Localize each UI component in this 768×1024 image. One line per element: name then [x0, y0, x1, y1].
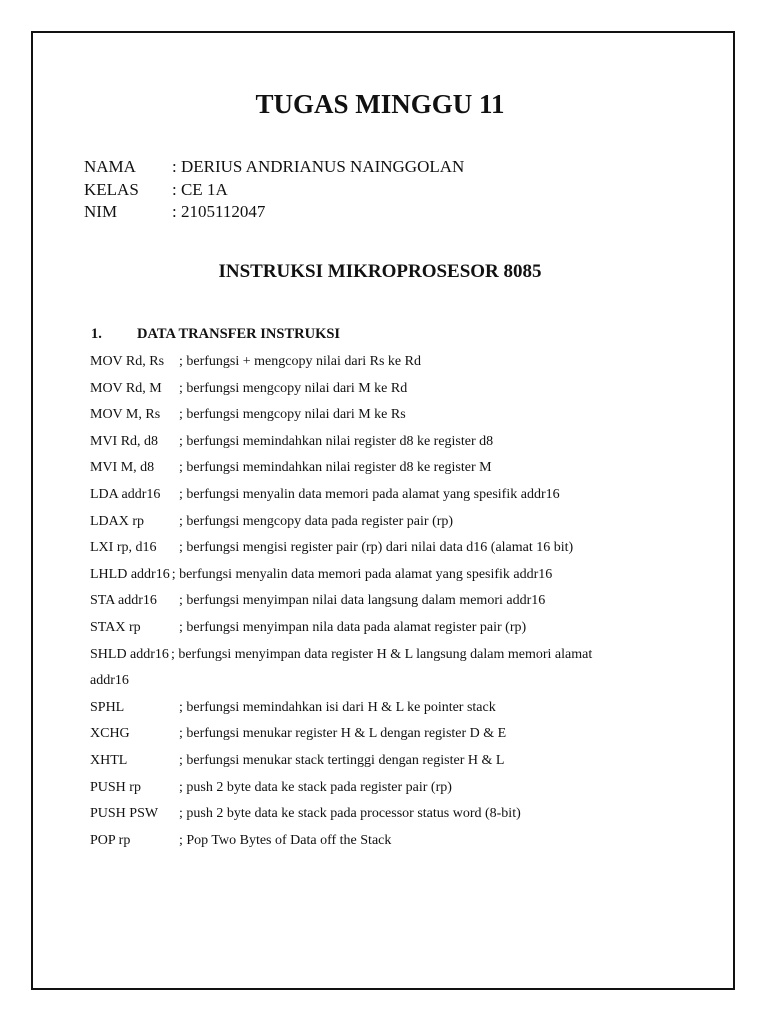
subsection-label: DATA TRANSFER INSTRUKSI [137, 326, 341, 342]
instruction-code: MOV Rd, M [90, 380, 162, 396]
instruction-row [90, 801, 710, 828]
info-value: : DERIUS ANDRIANUS NAINGGOLAN [172, 157, 465, 176]
instruction-code: SPHL [90, 699, 125, 715]
instruction-row [90, 721, 710, 748]
instruction-desc: ; berfungsi mengcopy nilai dari M ke Rs [179, 407, 406, 423]
subsection-heading [91, 324, 340, 344]
instruction-row [90, 828, 710, 855]
info-label: NIM [84, 202, 118, 221]
instruction-row [90, 615, 710, 642]
instruction-desc: ; push 2 byte data ke stack pada processor status word (8-bit) [179, 806, 521, 822]
instruction-row [90, 562, 710, 589]
instruction-code: POP rp [90, 832, 131, 848]
section-title: INSTRUKSI MIKROPROSESOR 8085 [218, 261, 542, 282]
instruction-desc: ; Pop Two Bytes of Data off the Stack [179, 832, 392, 848]
instruction-row [90, 695, 710, 722]
info-label: KELAS [84, 179, 139, 199]
instruction-desc: ; berfungsi memindahkan isi dari H & L ke pointer stack [179, 699, 496, 715]
instruction-code: PUSH rp [90, 779, 141, 795]
instruction-desc: ; berfungsi + mengcopy nilai dari Rs ke Rd [179, 354, 421, 369]
instruction-code: LXI rp, d16 [90, 540, 157, 556]
instruction-row [90, 748, 710, 775]
instruction-code: SHLD addr16 [90, 646, 169, 662]
instruction-code: XCHG [90, 726, 130, 742]
instruction-code: MVI M, d8 [90, 460, 155, 476]
instruction-code: MOV M, Rs [90, 407, 161, 423]
instruction-row [90, 535, 710, 562]
instruction-row [90, 509, 710, 536]
instruction-desc: ; berfungsi mengcopy data pada register pair (rp) [179, 513, 454, 529]
instruction-list [90, 349, 710, 854]
info-value: : 2105112047 [172, 202, 266, 221]
instruction-code: STAX rp [90, 619, 141, 635]
info-value: : CE 1A [172, 179, 228, 199]
instruction-desc: ; push 2 byte data ke stack pada register pair (rp) [179, 779, 452, 795]
instruction-desc: ; berfungsi menyimpan nila data pada alamat register pair (rp) [179, 619, 527, 635]
instruction-code: LDAX rp [90, 513, 145, 529]
instruction-row [90, 429, 710, 456]
instruction-desc: ; berfungsi menukar stack tertinggi dengan register H & L [179, 752, 505, 768]
subsection-number: 1. [91, 326, 102, 342]
instruction-desc: ; berfungsi menyimpan nilai data langsung dalam memori addr16 [179, 593, 546, 609]
document-title: TUGAS MINGGU 11 [255, 89, 505, 119]
instruction-code: LDA addr16 [90, 486, 161, 502]
instruction-code: XHTL [90, 752, 128, 768]
instruction-row [90, 642, 710, 669]
instruction-code: STA addr16 [90, 593, 157, 609]
student-info [84, 156, 464, 224]
instruction-code: PUSH PSW [90, 806, 159, 822]
instruction-code: LHLD addr16 [90, 566, 170, 582]
instruction-row [90, 588, 710, 615]
instruction-desc: ; berfungsi menukar register H & L dengan register D & E [179, 726, 507, 742]
instruction-code: MOV Rd, Rs [90, 354, 165, 369]
info-row-kelas [84, 179, 464, 202]
instruction-desc: ; berfungsi mengisi register pair (rp) dari nilai data d16 (alamat 16 bit) [179, 540, 574, 556]
instruction-row [90, 775, 710, 802]
instruction-row [90, 482, 710, 509]
instruction-desc: ; berfungsi menyimpan data register H & L langsung dalam memori alamat [170, 646, 593, 662]
instruction-row [90, 455, 710, 482]
info-label: NAMA [84, 157, 136, 176]
instruction-row [90, 376, 710, 403]
instruction-row [90, 402, 710, 429]
info-row-nim [84, 201, 464, 224]
instruction-desc: ; berfungsi memindahkan nilai register d8 ke register M [179, 460, 492, 476]
instruction-desc: ; berfungsi menyalin data memori pada alamat yang spesifik addr16 [171, 566, 553, 582]
instruction-desc: ; berfungsi menyalin data memori pada alamat yang spesifik addr16 [179, 486, 560, 502]
instruction-row [90, 349, 710, 376]
instruction-desc: ; berfungsi memindahkan nilai register d8 ke register d8 [179, 433, 494, 449]
instruction-code: MVI Rd, d8 [90, 433, 159, 449]
instruction-desc: ; berfungsi mengcopy nilai dari M ke Rd [179, 380, 408, 396]
instruction-desc-continuation: addr16 [90, 673, 129, 689]
info-row-nama [84, 156, 464, 179]
